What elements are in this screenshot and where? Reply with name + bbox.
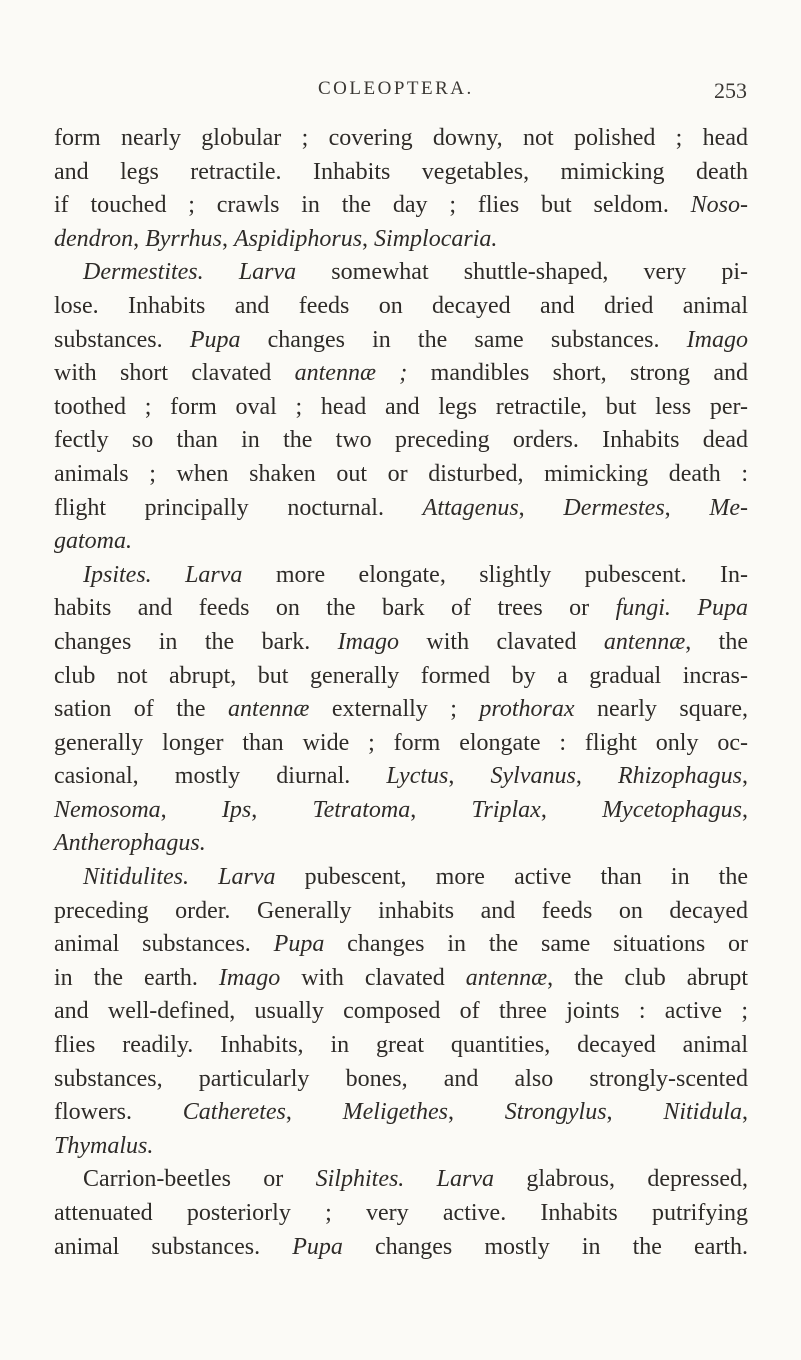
italic-text: Me-	[709, 494, 748, 521]
text-segment: ,	[664, 494, 710, 521]
italic-text: Ipsites.	[83, 561, 152, 588]
text-segment: ,	[133, 225, 146, 252]
running-title: COLEOPTERA.	[318, 78, 474, 99]
italic-text: Byrrhus	[145, 225, 223, 252]
text-line	[54, 895, 748, 929]
text-segment: , the club abrupt	[547, 964, 749, 991]
text-segment	[671, 595, 697, 621]
italic-text: Ips	[221, 796, 252, 823]
text-segment: animal substances.	[54, 1233, 293, 1260]
italic-text: Pupa	[189, 326, 241, 353]
text-segment: and legs retractile. Inhabits vegetables, mimicking death	[54, 158, 748, 185]
text-segment: attenuated posteriorly ; very active. Inhabits putrifying	[54, 1200, 748, 1226]
text-line	[54, 1029, 748, 1063]
text-line	[54, 357, 748, 391]
italic-text: antennæ	[465, 964, 548, 991]
italic-text: Meligethes	[342, 1099, 448, 1126]
text-segment: somewhat shuttle-shaped, very pi-	[296, 259, 749, 286]
text-segment: changes mostly in the earth.	[342, 1233, 749, 1260]
italic-text: prothorax	[479, 696, 575, 723]
italic-text: Silphites.	[315, 1166, 405, 1193]
text-line	[54, 122, 748, 156]
text-segment: substances, particularly bones, and also strongly-scented	[54, 1065, 748, 1092]
text-segment: generally longer than wide ; form elongate : flight only oc-	[54, 729, 748, 756]
text-line	[54, 1063, 748, 1097]
text-segment: ,	[222, 225, 235, 252]
text-segment: more elongate, slightly pubescent. In-	[242, 561, 748, 588]
italic-text: antennæ ;	[294, 360, 408, 387]
text-segment	[404, 1166, 436, 1192]
italic-text: Dermestes	[563, 494, 665, 521]
text-segment: animals ; when shaken out or disturbed, mimicking death :	[54, 460, 748, 487]
text-segment: ,	[575, 763, 618, 790]
text-segment: animal substances.	[54, 931, 274, 958]
text-line	[54, 223, 748, 257]
text-line	[54, 1231, 748, 1265]
text-segment: pubescent, more active than in the	[275, 864, 748, 891]
text-line	[54, 525, 748, 559]
italic-text: Nitidulites.	[83, 864, 190, 891]
italic-text: Triplax	[471, 796, 541, 823]
text-line	[54, 760, 748, 794]
text-line	[54, 1163, 748, 1197]
text-segment: lose. Inhabits and feeds on decayed and dried animal	[54, 292, 748, 319]
text-segment: form nearly globular ; covering downy, not polished ; head	[54, 125, 748, 151]
text-line	[54, 962, 748, 996]
italic-text: Larva	[218, 864, 276, 891]
page-number: 253	[714, 78, 747, 103]
italic-text: Larva	[238, 259, 297, 286]
text-line	[54, 861, 748, 895]
text-segment: ,	[540, 796, 603, 823]
text-segment: with clavated	[280, 964, 466, 991]
italic-text: Sylvanus	[490, 763, 576, 790]
text-line	[54, 391, 748, 425]
italic-text: Nemosoma	[54, 796, 161, 823]
italic-text: dendron	[54, 225, 134, 252]
text-line	[54, 626, 748, 660]
text-segment: nearly square,	[574, 696, 749, 723]
italic-text: Mycetophagus	[602, 796, 743, 823]
text-segment: club not abrupt, but generally formed by a gradual incras-	[54, 662, 748, 689]
text-line	[54, 290, 748, 324]
italic-text: Attagenus	[422, 494, 519, 521]
text-line	[54, 1130, 748, 1164]
text-line	[54, 458, 748, 492]
text-line	[54, 592, 748, 626]
text-segment: externally ;	[309, 696, 480, 723]
italic-text: antennæ	[228, 696, 310, 723]
italic-text: Imago	[218, 964, 281, 991]
text-segment: ,	[160, 796, 222, 823]
text-segment: habits and feeds on the bark of trees or	[54, 595, 616, 622]
text-line	[54, 256, 748, 290]
italic-text: Noso-	[690, 192, 748, 219]
text-segment: changes in the bark.	[54, 628, 338, 655]
italic-text: Larva	[185, 561, 243, 588]
italic-text: Nitidula	[663, 1099, 743, 1126]
text-segment: mandibles short, strong and	[407, 360, 748, 387]
italic-text: Thymalus.	[54, 1132, 154, 1159]
text-line	[54, 1096, 748, 1130]
text-line	[54, 189, 748, 223]
text-segment: ,	[448, 763, 491, 790]
text-segment	[152, 562, 185, 588]
text-segment: in the earth.	[54, 964, 219, 991]
italic-text: gatoma.	[54, 528, 132, 555]
text-segment: changes in the same substances.	[240, 326, 687, 353]
text-segment: flight principally nocturnal.	[54, 494, 423, 521]
italic-text: Imago	[337, 628, 399, 655]
text-line	[54, 424, 748, 458]
italic-text: Pupa	[273, 931, 325, 958]
text-segment: sation of the	[54, 696, 229, 723]
text-segment: glabrous, depressed,	[494, 1166, 749, 1193]
text-line	[54, 827, 748, 861]
body-text	[54, 122, 748, 1264]
text-segment: ,	[742, 763, 749, 790]
italic-text: Pupa	[697, 595, 749, 622]
text-segment: Carrion-beetles or	[83, 1166, 316, 1193]
text-segment: ,	[285, 1099, 343, 1126]
text-line	[54, 324, 748, 358]
text-line	[54, 1197, 748, 1231]
text-segment: casional, mostly diurnal.	[54, 763, 387, 790]
italic-text: Larva	[436, 1166, 495, 1193]
text-segment: ,	[518, 494, 564, 521]
italic-text: Tetratoma	[312, 796, 411, 823]
italic-text: antennæ	[603, 628, 686, 655]
text-segment	[189, 864, 218, 890]
text-segment: ,	[742, 1099, 749, 1126]
italic-text: Catheretes	[182, 1099, 286, 1126]
text-line	[54, 727, 748, 761]
text-segment: ,	[447, 1099, 505, 1126]
text-segment: flowers.	[54, 1099, 183, 1126]
text-segment: fectly so than in the two preceding orders. Inhabits dead	[54, 427, 748, 454]
text-line	[54, 794, 748, 828]
italic-text: Lyctus	[386, 763, 449, 790]
text-segment: ,	[410, 796, 472, 823]
text-segment: preceding order. Generally inhabits and feeds on decayed	[54, 897, 748, 924]
text-segment	[204, 259, 239, 285]
text-segment: ,	[606, 1099, 664, 1126]
text-segment: flies readily. Inhabits, in great quantities, decayed animal	[54, 1032, 748, 1059]
text-line	[54, 693, 748, 727]
italic-text: Imago	[686, 326, 748, 353]
text-segment: with clavated	[398, 628, 604, 655]
text-line	[54, 492, 748, 526]
text-segment: toothed ; form oval ; head and legs retractile, but less per-	[54, 393, 748, 420]
text-segment: and well-defined, usually composed of three joints : active ;	[54, 998, 748, 1025]
text-segment: , the	[685, 628, 748, 655]
italic-text: Strongylus	[504, 1099, 607, 1126]
text-line	[54, 156, 748, 190]
text-segment: substances.	[54, 326, 190, 353]
text-line	[54, 995, 748, 1029]
italic-text: Simplocaria.	[374, 225, 498, 252]
text-segment: ,	[742, 796, 749, 823]
text-segment: if touched ; crawls in the day ; flies but seldom.	[54, 192, 691, 219]
text-line	[54, 928, 748, 962]
italic-text: fungi.	[615, 595, 671, 622]
text-segment: with short clavated	[54, 360, 295, 387]
text-segment: ,	[251, 796, 313, 823]
italic-text: Dermestites.	[83, 259, 204, 286]
text-segment: changes in the same situations or	[324, 931, 749, 958]
italic-text: Pupa	[292, 1233, 343, 1260]
text-line	[54, 559, 748, 593]
italic-text: Aspidiphorus	[234, 225, 363, 252]
text-segment: ,	[362, 225, 375, 252]
text-line	[54, 660, 748, 694]
italic-text: Rhizophagus	[618, 763, 743, 790]
italic-text: Antherophagus.	[54, 830, 206, 857]
running-head	[0, 78, 801, 108]
